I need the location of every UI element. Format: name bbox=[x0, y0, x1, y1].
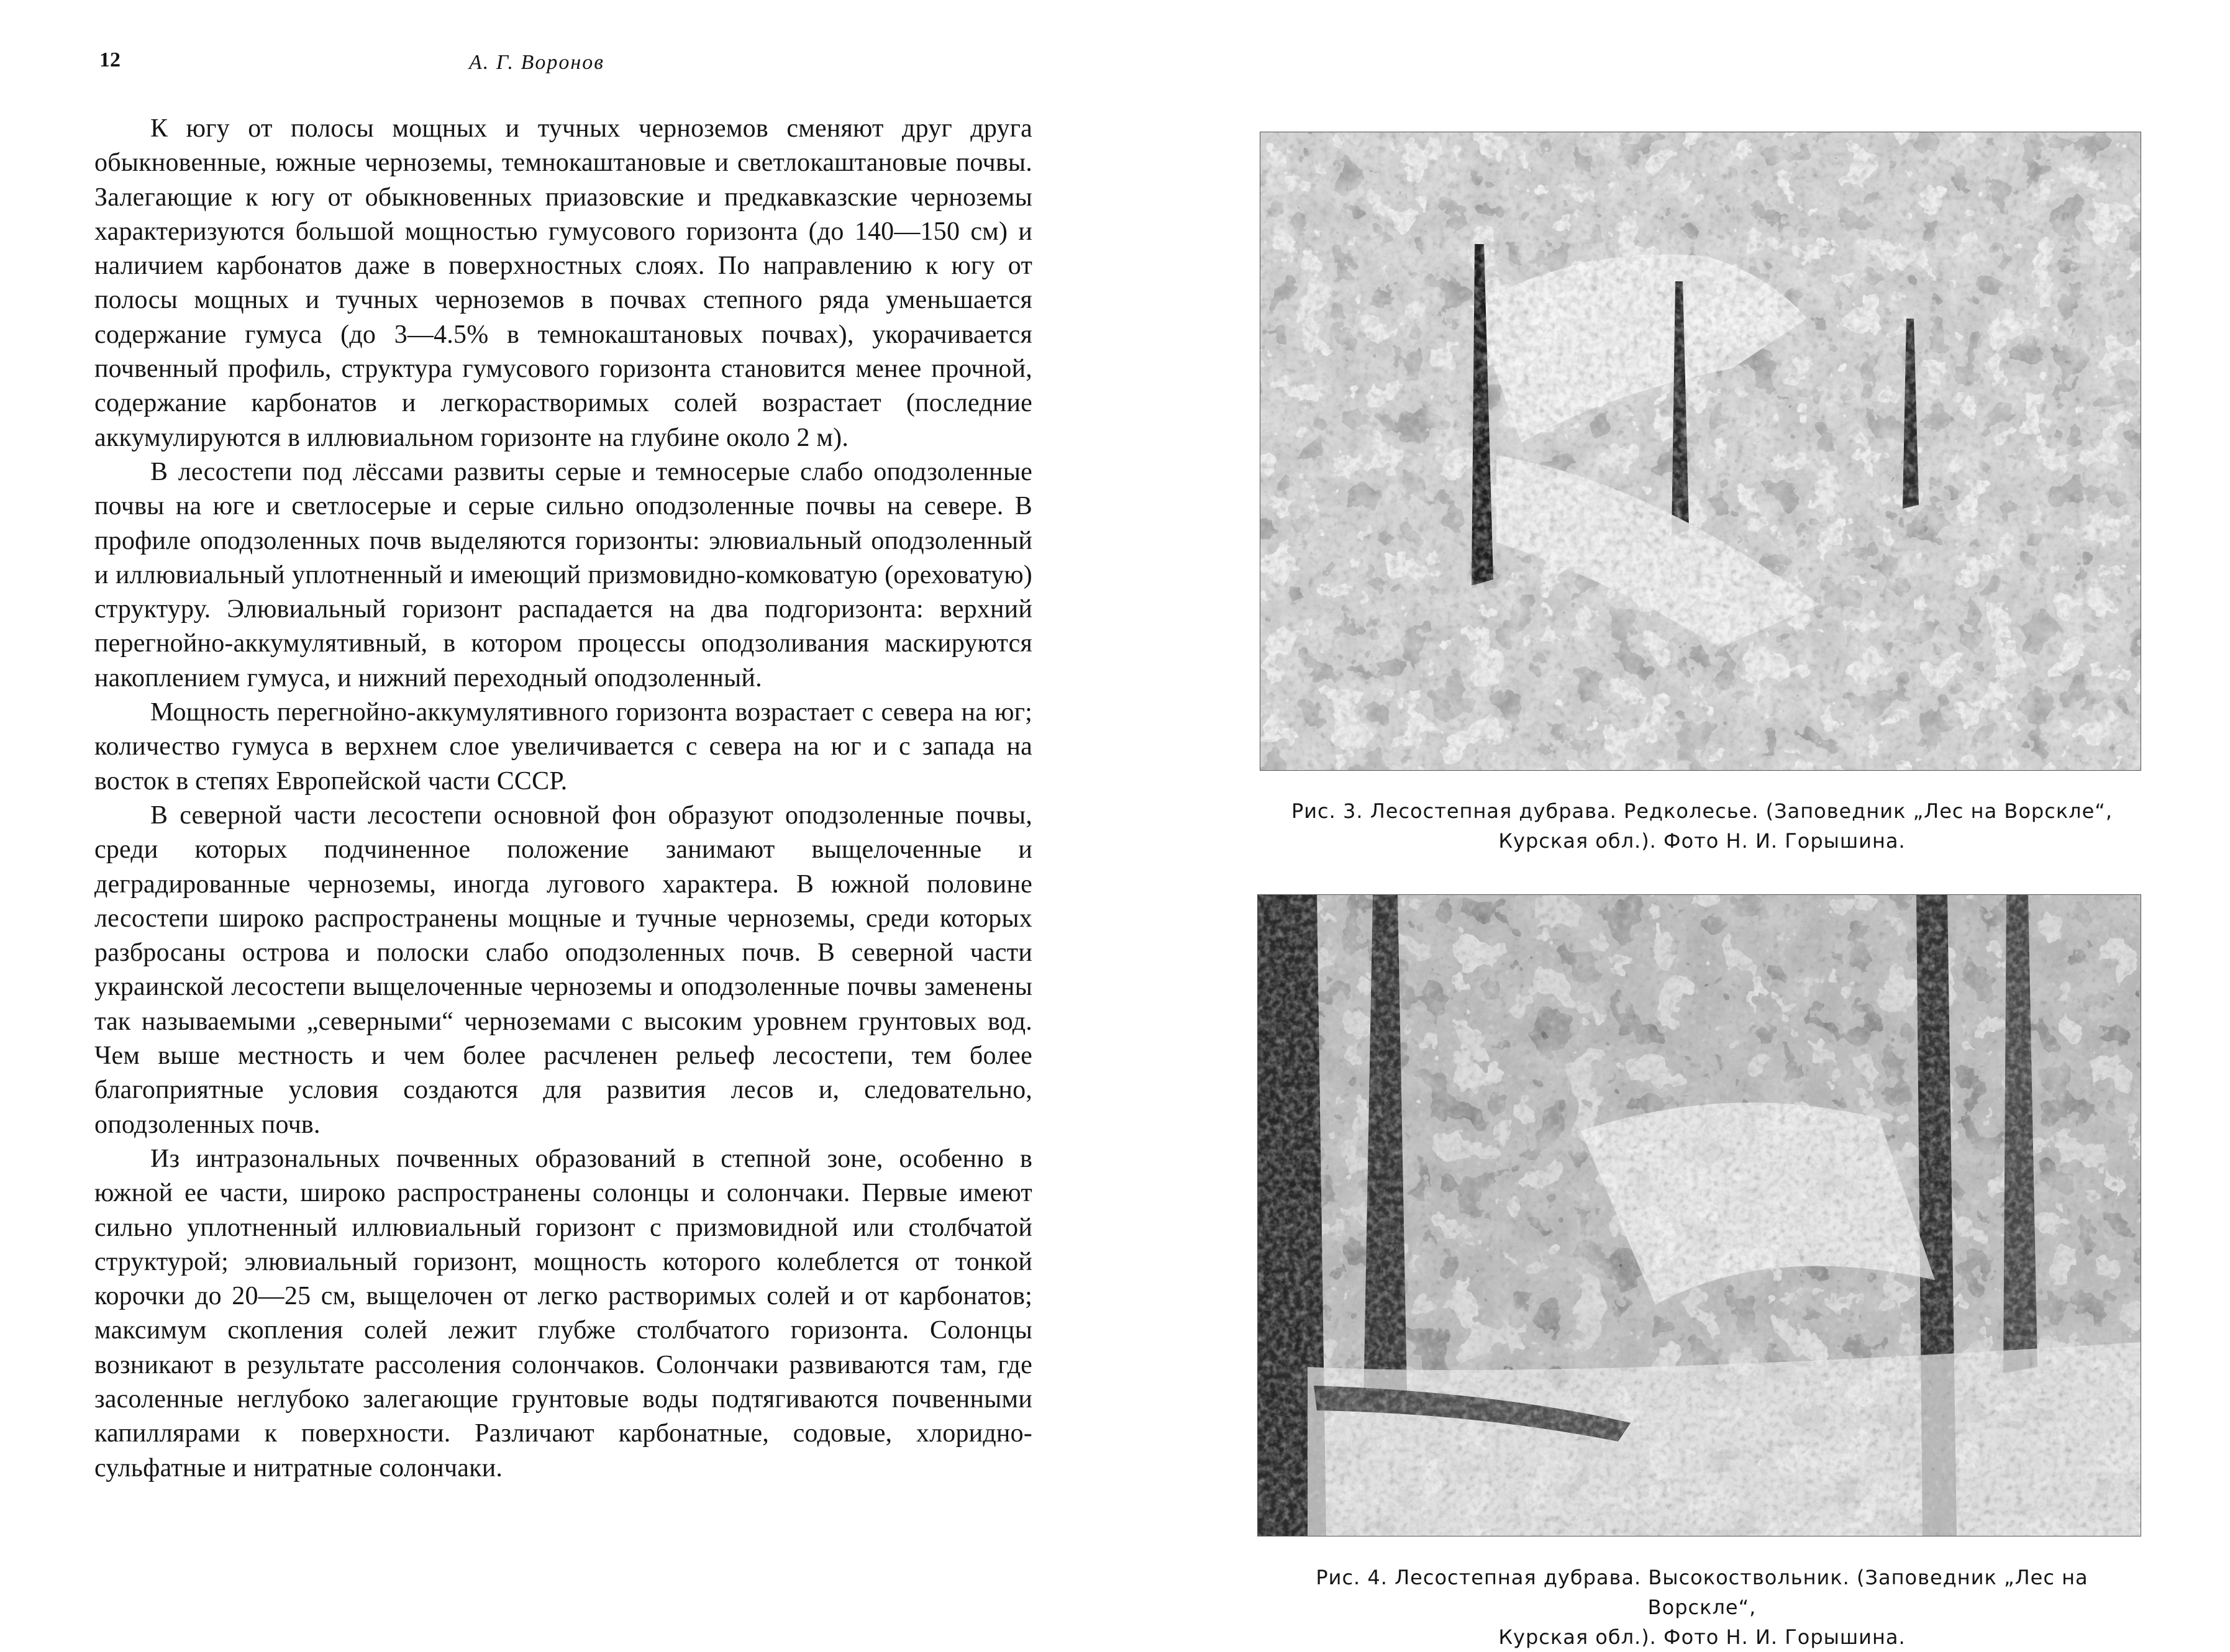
figure-4-caption bbox=[1261, 1563, 2143, 1652]
caption-line: Рис. 3. Лесостепная дубрава. Редколесье. (Заповедник „Лес на Ворскле“, bbox=[1291, 799, 2113, 823]
running-head: А. Г. Воронов bbox=[469, 51, 604, 74]
paragraph: Мощность перегнойно-аккумулятивного горизонта возрастает с севера на юг; количество гумуса в верхнем слое увеличивается с севера на юг и с запада на восток в степях Европейской части СССР. bbox=[94, 698, 1032, 796]
caption-line: Рис. 4. Лесостепная дубрава. Высокоствольник. (Заповедник „Лес на Ворскле“, bbox=[1316, 1566, 2088, 1619]
figure-4-photo bbox=[1257, 894, 2141, 1536]
paragraph: Из интразональных почвенных образований в степной зоне, особенно в южной ее части, широко распространены солонцы и солончаки. Первые имеют сильно уплотненный иллювиальный горизонт с призмовидной или столбчатой структурой; элювиальный горизонт, мощность которого колеблется от тонкой корочки до 20—25 см, выщелочен от легко растворимых солей и от карбонатов; максимум скопления солей лежит глубже столбчатого горизонта. Солонцы возникают в результате рассоления солончаков. Солончаки развиваются там, где засоленные неглубоко залегающие грунтовые воды подтягиваются почвенными капиллярами к поверхности. Различают карбонатные, содовые, хлоридно-сульфатные и нитратные солончаки. bbox=[94, 1144, 1032, 1482]
forest-photo-tall bbox=[1258, 895, 2141, 1536]
paragraph: В лесостепи под лёссами развиты серые и темносерые слабо оподзоленные почвы на юге и светлосерые и серые сильно оподзоленные почвы на севере. В профиле оподзоленных почв выделяются горизонты: элювиальный оподзоленный и иллювиальный уплотненный и имеющий призмовидно-комковатую (ореховатую) структуру. Элювиальный горизонт распадается на два подгоризонта: верхний перегнойно-аккумулятивный, в котором процессы оподзоливания маскируются накоплением гумуса, и нижний переходный оподзоленный. bbox=[94, 457, 1032, 692]
paragraph: В северной части лесостепи основной фон образуют оподзоленные почвы, среди которых подчиненное положение занимают выщелоченные и деградированные черноземы, иногда лугового характера. В южной половине лесостепи широко распространены мощные и тучные черноземы, среди которых разбросаны острова и полоски слабо оподзоленных почв. В северной части украинской лесостепи выщелоченные черноземы и оподзоленные почвы заменены так называемыми „северными“ черноземами с высоким уровнем грунтовых вод. Чем выше местность и чем более расчленен рельеф лесостепи, тем более благоприятные условия создаются для развития лесов и, следовательно, оподзоленных почв. bbox=[94, 801, 1032, 1139]
figure-3-photo bbox=[1260, 132, 2141, 771]
forest-photo-sparse bbox=[1260, 132, 2141, 770]
right-page bbox=[1115, 0, 2230, 1649]
caption-line: Курская обл.). Фото Н. И. Горышина. bbox=[1498, 1625, 1906, 1649]
paragraph: К югу от полосы мощных и тучных черноземов сменяют друг друга обыкновенные, южные черноземы, темнокаштановые и светлокаштановые почвы. Залегающие к югу от обыкновенных приазовские и предкавказские черноземы характеризуются большой мощностью гумусового горизонта (до 140—150 см) и наличием карбонатов даже в поверхностных слоях. По направлению к югу от полосы мощных и тучных черноземов в почвах степного ряда уменьшается содержание гумуса (до 3—4.5% в темнокаштановых почвах), укорачивается почвенный профиль, структура гумусового горизонта становится менее прочной, содержание карбонатов и легкорастворимых солей возрастает (последние аккумулируются в иллювиальном горизонте на глубине около 2 м). bbox=[94, 114, 1032, 452]
page-number: 12 bbox=[99, 48, 121, 71]
body-text bbox=[94, 112, 1032, 1486]
left-page bbox=[0, 0, 1115, 1646]
figure-3-caption bbox=[1261, 796, 2143, 856]
caption-line: Курская обл.). Фото Н. И. Горышина. bbox=[1498, 829, 1906, 853]
